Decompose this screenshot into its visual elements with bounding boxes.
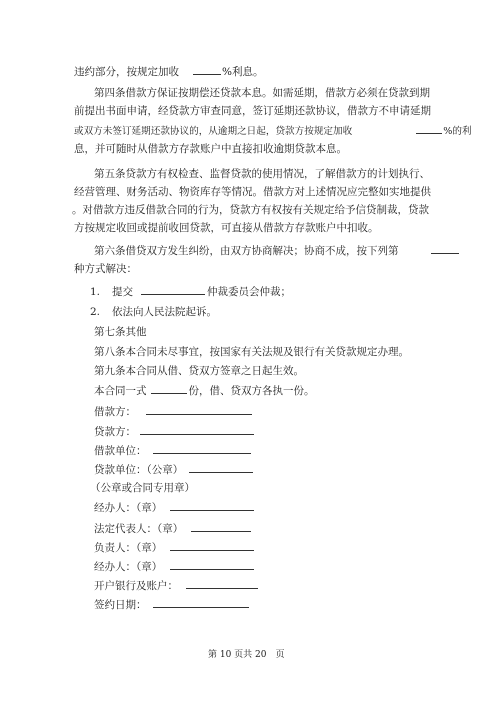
field-label: 法定代表人：（章） — [94, 523, 184, 535]
text-line — [94, 383, 315, 398]
signature-blank — [153, 597, 249, 608]
signature-blank — [170, 559, 254, 570]
field-label: 开户银行及账户： — [94, 580, 178, 592]
list-text: 依法向人民法院起诉。 — [112, 306, 217, 318]
text-line — [74, 123, 472, 139]
blank-field — [416, 123, 442, 134]
signature-blank — [186, 578, 258, 589]
signature-blank — [189, 462, 253, 473]
text-line: 第八条本合同未尽事宜，按国家有关法规及银行有关贷款规定办理。 — [94, 346, 409, 358]
blank-field — [431, 243, 459, 254]
line-text: 份，借、贷双方各执一份。 — [188, 385, 315, 397]
text-line — [74, 64, 263, 79]
list-item — [90, 284, 291, 299]
text-line: 第九条本合同从借、贷双方签章之日起生效。 — [94, 365, 304, 377]
signature-blank — [146, 404, 252, 415]
signature-blank — [191, 521, 251, 532]
signature-row — [94, 597, 249, 612]
field-label: 经办人：（章） — [94, 561, 163, 573]
list-number: 1. — [90, 286, 101, 298]
blank-field — [151, 383, 187, 394]
line-text: %的利 — [443, 126, 472, 137]
field-label: 贷款单位：（公章） — [94, 464, 184, 476]
signature-row — [94, 500, 254, 515]
page-footer: 第 10 页共 20 页 — [208, 650, 285, 660]
field-label: 签约日期： — [94, 599, 147, 611]
text-line: 第七条其他 — [94, 326, 147, 338]
signature-blank — [170, 500, 254, 511]
field-label: 借款单位： — [94, 445, 147, 457]
signature-row — [94, 443, 251, 458]
line-text: 第六条借贷双方发生纠纷，由双方协商解决；协商不成，按下列第 — [94, 245, 399, 257]
text-line: 经营管理、财务活动、物资库存等情况。借款方对上述情况应完整如实地提供 — [74, 186, 431, 198]
text-line: 息，并可随时从借款方存款账户中直接扣收逾期贷款本息。 — [74, 143, 347, 155]
signature-blank — [140, 424, 254, 435]
signature-row — [94, 404, 252, 419]
signature-row — [94, 540, 254, 555]
line-text: %利息。 — [222, 66, 264, 78]
signature-row — [94, 462, 253, 477]
list-number: 2. — [90, 306, 101, 318]
signature-row — [94, 559, 254, 574]
list-text: 仲裁委员会仲裁； — [207, 286, 291, 298]
list-text: 提交 — [112, 286, 133, 298]
text-line: 第四条借款方保证按期偿还贷款本息。如需延期，借款方必须在贷款到期 — [94, 87, 430, 99]
list-item — [90, 305, 217, 319]
line-text: 本合同一式 — [94, 385, 147, 397]
blank-field — [193, 64, 221, 75]
signature-blank — [153, 443, 251, 454]
text-line: 。对借款方违反借款合同的行为，贷款方有权按有关规定给予信贷制裁，贷款 — [72, 204, 429, 216]
signature-row — [94, 424, 254, 439]
signature-row — [94, 521, 251, 536]
text-line: 种方式解决： — [74, 263, 137, 275]
text-line: 方按规定收回或提前收回贷款，可直接从借款方存款账户中扣收。 — [74, 222, 379, 234]
text-line — [94, 243, 459, 258]
text-line: 第五条贷款方有权检查、监督贷款的使用情况，了解借款方的计划执行、 — [94, 168, 430, 180]
signature-blank — [170, 540, 254, 551]
text-line: （公章或合同专用章） — [90, 482, 195, 494]
line-text: 或双方未签订延期还款协议的，从逾期之日起，贷款方按规定加收 — [74, 126, 353, 137]
line-text: 违约部分，按规定加收 — [74, 66, 179, 78]
signature-row — [94, 578, 258, 593]
field-label: 贷款方： — [94, 426, 136, 438]
field-label: 负责人：（章） — [94, 542, 163, 554]
field-label: 经办人：（章） — [94, 502, 163, 514]
blank-field — [141, 284, 205, 295]
field-label: 借款方： — [94, 406, 136, 418]
text-line: 前提出书面申请，经贷款方审查同意，签订延期还款协议，借款方不申请延期 — [74, 105, 431, 117]
